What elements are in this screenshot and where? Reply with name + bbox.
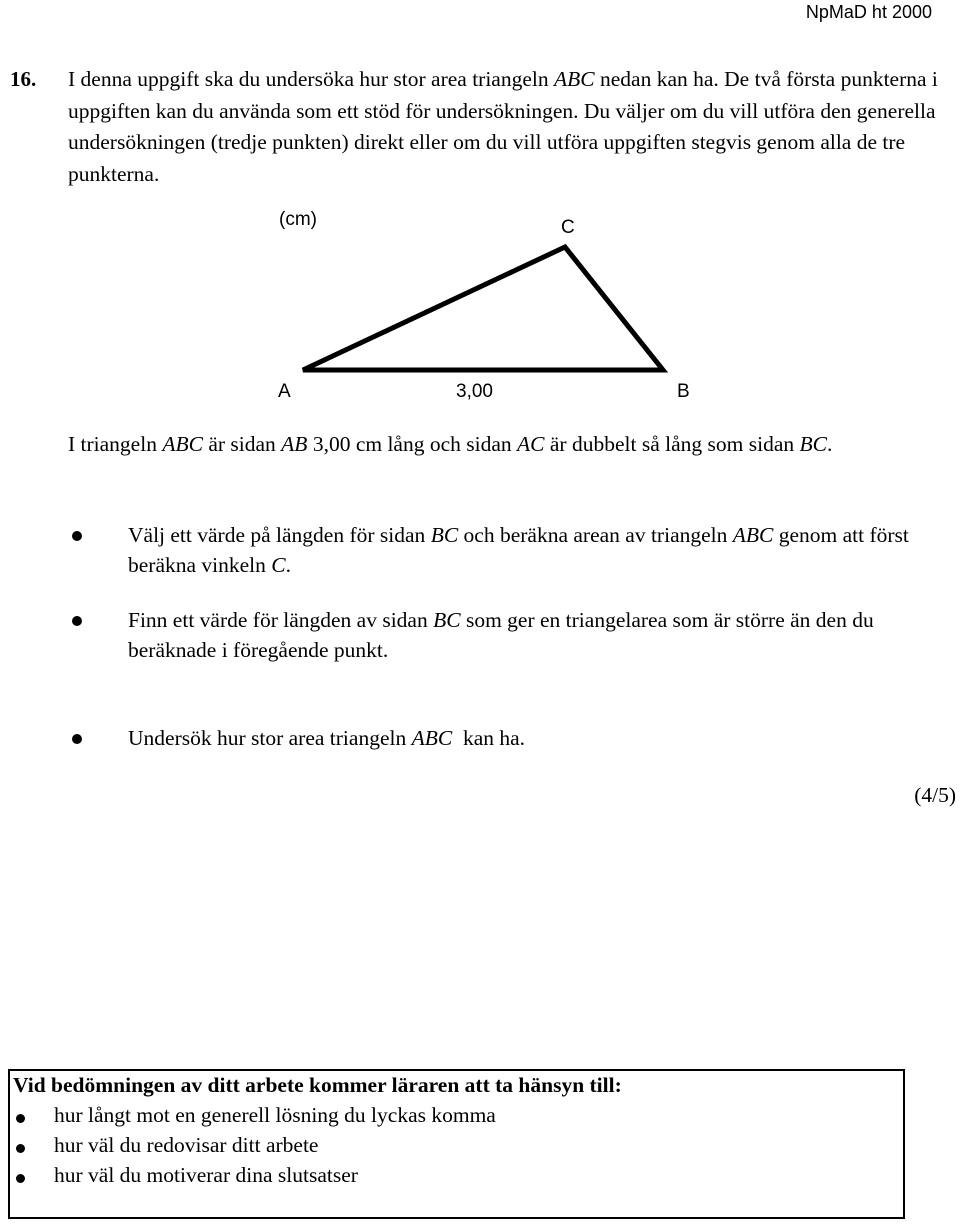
bullet-text: genom att först beräkna vinkeln bbox=[128, 523, 909, 577]
bullet-icon bbox=[16, 1114, 25, 1123]
intro-text-a: I denna uppgift ska du undersöka hur stor area triangeln bbox=[68, 67, 554, 91]
assessment-title: Vid bedömningen av ditt arbete kommer läraren att ta hänsyn till: bbox=[13, 1073, 622, 1097]
bullet-text: Undersök hur stor area triangeln bbox=[128, 726, 412, 750]
assessment-item: hur väl du redovisar ditt arbete bbox=[54, 1133, 319, 1157]
bullet-icon bbox=[16, 1144, 25, 1153]
bullet-bc: BC bbox=[433, 608, 461, 632]
bullet-bc: BC bbox=[430, 523, 459, 547]
statement-text: är sidan bbox=[202, 432, 282, 456]
assessment-box bbox=[8, 1069, 905, 1219]
intro-text-b: nedan kan ha. De två första punkterna i uppgiften kan du använda som ett stöd för undersökningen. Du väljer om du vill utföra den generella undersökningen (tredje punkten) direkt eller om du vill utföra uppgiften stegvis genom alla de tre punkterna. bbox=[68, 67, 938, 186]
statement-ac: AC bbox=[517, 432, 545, 456]
bullet-icon bbox=[72, 734, 82, 744]
statement-text: I triangeln bbox=[68, 432, 163, 456]
points-label: (4/5) bbox=[914, 783, 956, 807]
bullet-icon bbox=[16, 1174, 25, 1183]
bullet-text: . bbox=[285, 553, 291, 577]
task-bullet-2 bbox=[128, 605, 928, 665]
statement-text: . bbox=[826, 432, 833, 456]
question-number: 16. bbox=[10, 67, 37, 91]
bullet-icon bbox=[72, 531, 82, 541]
statement-text: är dubbelt så lång som sidan bbox=[544, 432, 800, 456]
bullet-c: C bbox=[271, 553, 286, 577]
bullet-text: Välj ett värde på längden för sidan bbox=[128, 523, 431, 547]
bullet-abc: ABC bbox=[411, 726, 453, 750]
bullet-icon bbox=[72, 616, 82, 626]
assessment-item: hur väl du motiverar dina slutsatser bbox=[54, 1163, 358, 1187]
task-bullet-3 bbox=[128, 723, 928, 753]
triangle-abc bbox=[303, 247, 663, 370]
bullet-text: kan ha. bbox=[452, 726, 526, 750]
intro-abc: ABC bbox=[554, 67, 595, 91]
question-intro bbox=[68, 64, 948, 190]
vertex-c-label: C bbox=[561, 217, 575, 238]
bullet-text: Finn ett värde för längden av sidan bbox=[128, 608, 434, 632]
bullet-abc: ABC bbox=[732, 523, 774, 547]
side-ab-label: 3,00 bbox=[456, 381, 493, 402]
statement-bc: BC bbox=[799, 432, 827, 456]
vertex-b-label: B bbox=[677, 381, 690, 402]
assessment-item: hur långt mot en generell lösning du lyckas komma bbox=[54, 1103, 496, 1127]
task-bullet-1 bbox=[128, 520, 928, 580]
statement-ab: AB bbox=[281, 432, 308, 456]
statement-abc: ABC bbox=[162, 432, 203, 456]
statement-text: 3,00 cm lång och sidan bbox=[307, 432, 518, 456]
triangle-figure bbox=[0, 200, 960, 420]
unit-label: (cm) bbox=[279, 209, 317, 230]
bullet-text: som ger en triangelarea som är större än den du beräknade i föregående punkt. bbox=[128, 608, 874, 662]
vertex-a-label: A bbox=[278, 381, 291, 402]
bullet-text: och beräkna arean av triangeln bbox=[458, 523, 733, 547]
problem-statement bbox=[68, 429, 928, 459]
page-header: NpMaD ht 2000 bbox=[805, 2, 932, 22]
